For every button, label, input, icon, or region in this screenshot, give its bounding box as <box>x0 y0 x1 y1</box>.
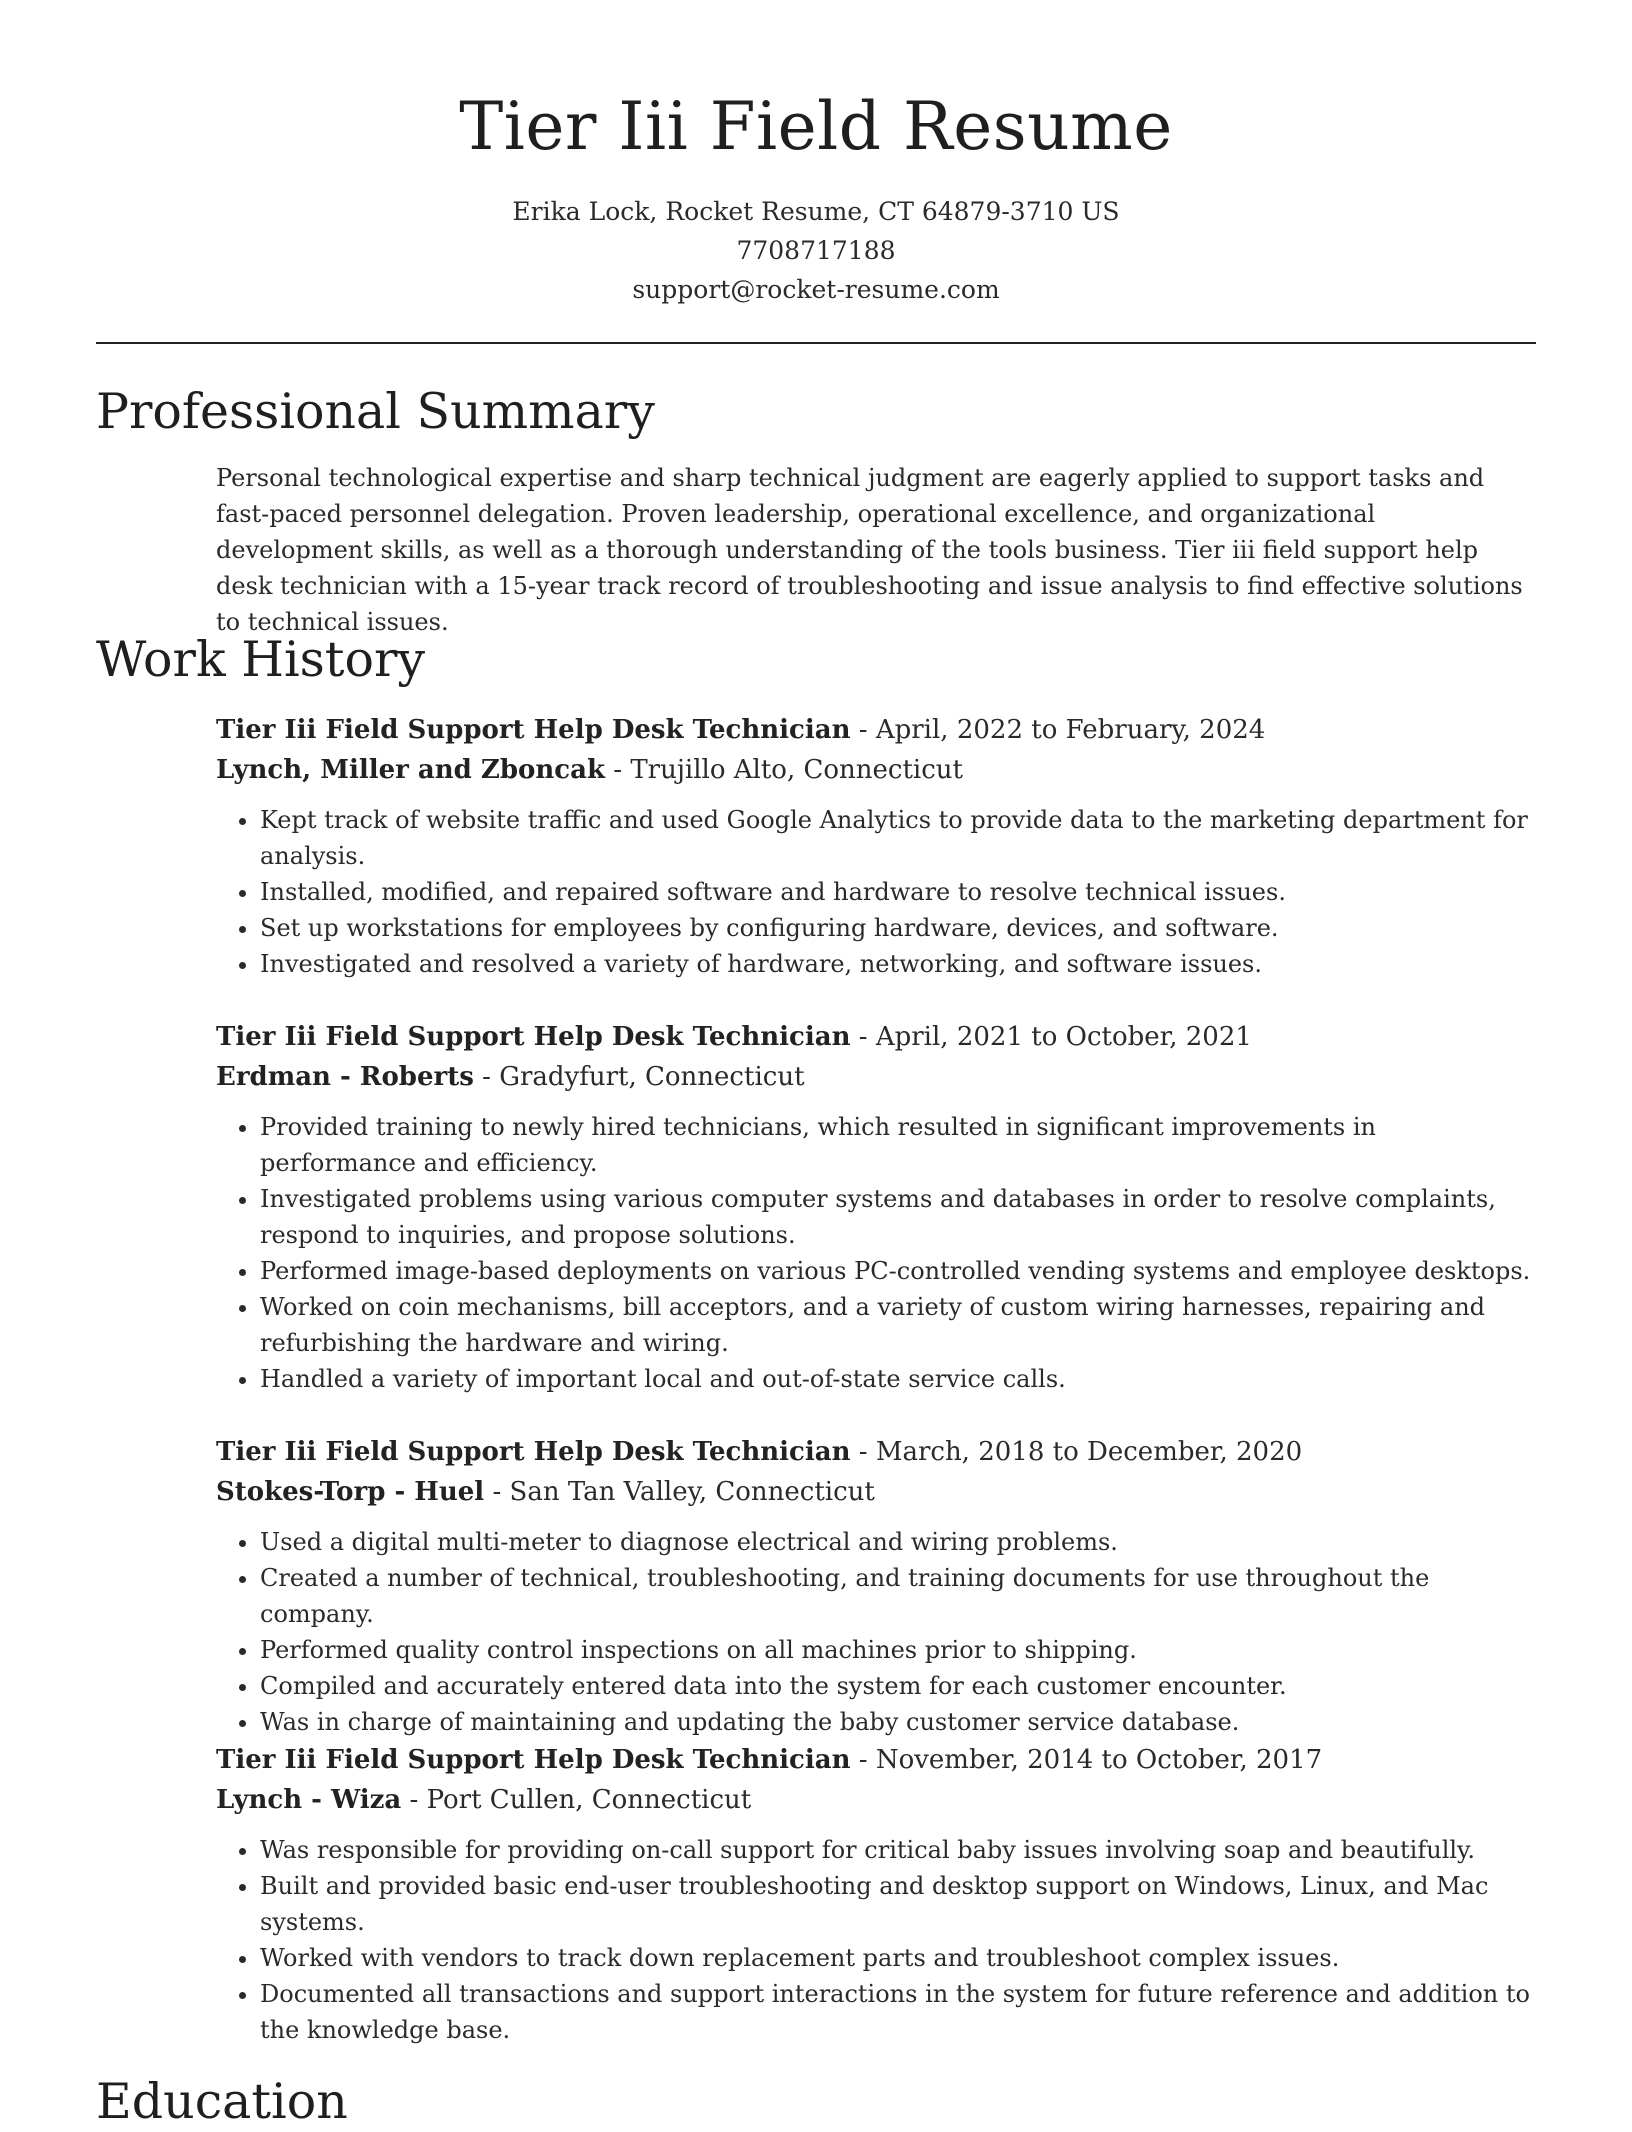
job-duty: • Documented all transactions and support interactions in the system for future reference and addition to the knowledge base. <box>260 1976 1536 2048</box>
job-company: Lynch, Miller and Zboncak <box>216 755 605 785</box>
job-duty: • Compiled and accurately entered data into the system for each customer encounter. <box>260 1668 1536 1704</box>
job-duty: • Kept track of website traffic and used Google Analytics to provide data to the marketing department for analysis. <box>260 802 1536 874</box>
job-company: Erdman - Roberts <box>216 1062 474 1092</box>
job-title: Tier Iii Field Support Help Desk Technician <box>216 715 851 745</box>
job-entry <box>216 1432 1536 1740</box>
job-duty: • Built and provided basic end-user troubleshooting and desktop support on Windows, Linux, and Mac systems. <box>260 1868 1536 1940</box>
job-title-line: Tier Iii Field Support Help Desk Technician - March, 2018 to December, 2020 <box>216 1437 1303 1467</box>
job-company-line: Lynch - Wiza - Port Cullen, Connecticut <box>216 1785 752 1815</box>
job-title: Tier Iii Field Support Help Desk Technician <box>216 1745 851 1775</box>
contact-info <box>0 192 1632 309</box>
job-duty: • Provided training to newly hired technicians, which resulted in significant improvements in performance and efficiency. <box>260 1109 1536 1181</box>
job-duties-list <box>216 802 1536 982</box>
job-company-line: Lynch, Miller and Zboncak - Trujillo Alto, Connecticut <box>216 755 963 785</box>
job-company: Lynch - Wiza <box>216 1785 402 1815</box>
job-duty: • Used a digital multi-meter to diagnose electrical and wiring problems. <box>260 1524 1536 1560</box>
job-duty: • Worked on coin mechanisms, bill acceptors, and a variety of custom wiring harnesses, repairing and refurbishing the hardware and wiring. <box>260 1289 1536 1361</box>
header-divider <box>96 342 1536 344</box>
resume-header <box>0 0 1632 309</box>
contact-phone: 7708717188 <box>736 236 896 265</box>
job-duty: • Created a number of technical, troubleshooting, and training documents for use throughout the company. <box>260 1560 1536 1632</box>
job-duties-list <box>216 1109 1536 1397</box>
job-location: Trujillo Alto, Connecticut <box>630 755 963 785</box>
work-history-heading: Work History <box>96 631 426 688</box>
contact-address: Erika Lock, Rocket Resume, CT 64879-3710 US <box>512 197 1120 226</box>
job-location: Port Cullen, Connecticut <box>426 1785 752 1815</box>
job-duties-list <box>216 1832 1536 2048</box>
job-duties-list <box>216 1524 1536 1740</box>
job-duty: • Investigated and resolved a variety of hardware, networking, and software issues. <box>260 946 1536 982</box>
job-title: Tier Iii Field Support Help Desk Technician <box>216 1022 851 1052</box>
job-duty: • Performed image-based deployments on various PC-controlled vending systems and employee desktops. <box>260 1253 1536 1289</box>
job-location: San Tan Valley, Connecticut <box>509 1477 875 1507</box>
job-entry <box>216 710 1536 982</box>
job-dates: March, 2018 to December, 2020 <box>875 1437 1303 1467</box>
job-duty: • Was responsible for providing on-call support for critical baby issues involving soap and beautifully. <box>260 1832 1536 1868</box>
job-company-line: Stokes-Torp - Huel - San Tan Valley, Connecticut <box>216 1477 875 1507</box>
contact-email: support@rocket-resume.com <box>632 275 1000 304</box>
resume-title: Tier Iii Field Resume <box>459 88 1173 165</box>
job-location: Gradyfurt, Connecticut <box>499 1062 805 1092</box>
job-company: Stokes-Torp - Huel <box>216 1477 485 1507</box>
job-duty: • Was in charge of maintaining and updating the baby customer service database. <box>260 1704 1536 1740</box>
job-dates: April, 2022 to February, 2024 <box>875 715 1266 745</box>
job-duty: • Investigated problems using various computer systems and databases in order to resolve complaints, respond to inquiries, and propose solutions. <box>260 1181 1536 1253</box>
job-company-line: Erdman - Roberts - Gradyfurt, Connecticut <box>216 1062 805 1092</box>
job-entry <box>216 1017 1536 1397</box>
education-heading: Education <box>96 2073 348 2130</box>
summary-text: Personal technological expertise and sharp technical judgment are eagerly applied to support tasks and fast-paced personnel delegation. Proven leadership, operational excellence, and organizational development skills, as well as a thorough understanding of the tools business. Tier iii field support help desk technician with a 15-year track record of troubleshooting and issue analysis to find effective solutions to technical issues. <box>216 464 1523 636</box>
job-duty: • Handled a variety of important local and out-of-state service calls. <box>260 1361 1536 1397</box>
job-duty: • Set up workstations for employees by configuring hardware, devices, and software. <box>260 910 1536 946</box>
job-dates: November, 2014 to October, 2017 <box>875 1745 1323 1775</box>
job-duty: • Installed, modified, and repaired software and hardware to resolve technical issues. <box>260 874 1536 910</box>
job-title-line: Tier Iii Field Support Help Desk Technician - April, 2021 to October, 2021 <box>216 1022 1252 1052</box>
summary-heading: Professional Summary <box>96 383 655 440</box>
job-title: Tier Iii Field Support Help Desk Technician <box>216 1437 851 1467</box>
job-duty: • Worked with vendors to track down replacement parts and troubleshoot complex issues. <box>260 1940 1536 1976</box>
job-dates: April, 2021 to October, 2021 <box>875 1022 1252 1052</box>
job-entry <box>216 1740 1536 2048</box>
job-duty: • Performed quality control inspections on all machines prior to shipping. <box>260 1632 1536 1668</box>
job-title-line: Tier Iii Field Support Help Desk Technician - April, 2022 to February, 2024 <box>216 715 1266 745</box>
job-title-line: Tier Iii Field Support Help Desk Technician - November, 2014 to October, 2017 <box>216 1745 1323 1775</box>
